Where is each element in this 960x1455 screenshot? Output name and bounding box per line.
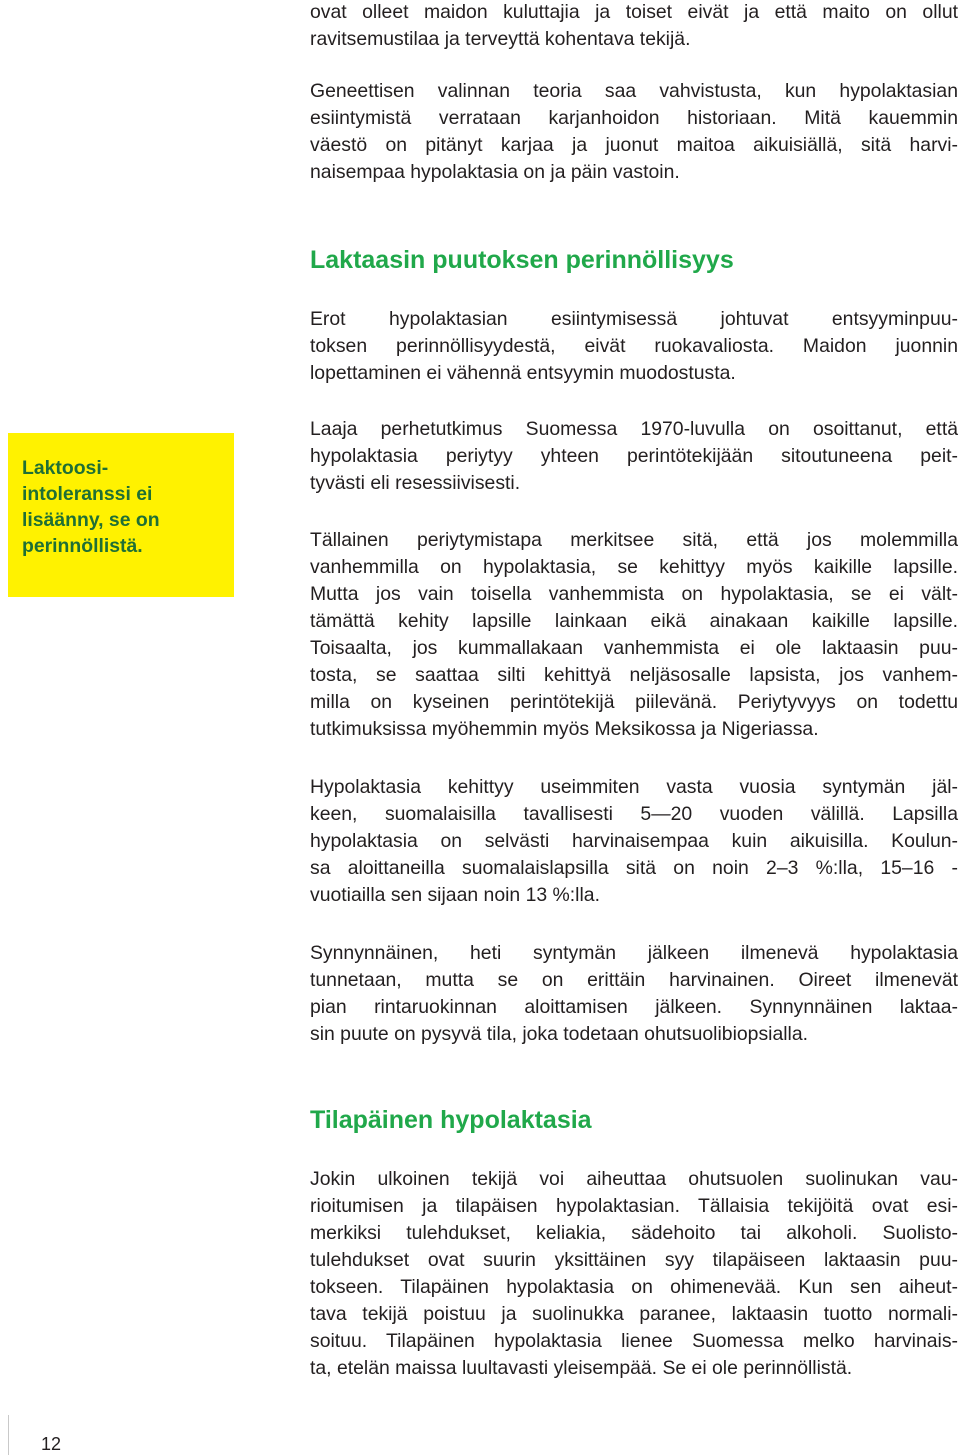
text-line: vanhemmilla on hypolaktasia, se kehittyy myös kaikille lapsille. — [310, 556, 958, 578]
text-line: väestö on pitänyt karjaa ja juonut maitoa aikuisiällä, sitä harvi- — [310, 134, 958, 156]
text-line: milla on kyseinen perintötekijä piilevänä. Periytyvyys on todettu — [310, 691, 958, 713]
text-line: keen, suomalaisilla tavallisesti 5—20 vuoden välillä. Lapsilla — [310, 803, 958, 825]
section-heading-heredity: Laktaasin puutoksen perinnöllisyys — [310, 246, 734, 274]
text-line: Geneettisen valinnan teoria saa vahvistusta, kun hypolaktasian — [310, 80, 958, 102]
heredity-paragraph-4 — [310, 774, 958, 909]
text-line: Erot hypolaktasian esiintymisessä johtuvat entsyyminpuu- — [310, 308, 958, 330]
text-line: Jokin ulkoinen tekijä voi aiheuttaa ohutsuolen suolinukan vau- — [310, 1168, 958, 1190]
page-number: 12 — [41, 1434, 62, 1454]
text-line: merkiksi tulehdukset, keliakia, sädehoito tai alkoholi. Suolisto- — [310, 1222, 958, 1244]
text-line: lopettaminen ei vähennä entsyymin muodostusta. — [310, 362, 736, 384]
text-line: Hypolaktasia kehittyy useimmiten vasta vuosia syntymän jäl- — [310, 776, 958, 798]
text-line: hypolaktasia on selvästi harvinaisempaa kuin aikuisilla. Koulun- — [310, 830, 958, 852]
text-line: tava tekijä poistuu ja suolinukka paranee, laktaasin tuotto normali- — [310, 1303, 958, 1325]
page-margin-rule — [8, 1415, 9, 1455]
callout-text-line: perinnöllistä. — [22, 535, 143, 557]
callout-text-line: Laktoosi- — [22, 457, 109, 479]
text-line: ravitsemustilaa ja terveyttä kohentava tekijä. — [310, 28, 691, 50]
text-line: toksen perinnöllisyydestä, eivät ruokavaliosta. Maidon juonnin — [310, 335, 958, 357]
text-line: tutkimuksissa myöhemmin myös Meksikossa ja Nigeriassa. — [310, 718, 819, 740]
continuation-paragraph — [310, 0, 958, 53]
text-line: tokseen. Tilapäinen hypolaktasia on ohimenevää. Kun sen aiheut- — [310, 1276, 958, 1298]
text-line: sin puute on pysyvä tila, joka todetaan ohutsuolibiopsialla. — [310, 1023, 809, 1045]
text-line: Synnynnäinen, heti syntymän jälkeen ilmenevä hypolaktasia — [310, 942, 958, 964]
intro-paragraph — [310, 78, 958, 186]
text-line: Tällainen periytymistapa merkitsee sitä, että jos molemmilla — [310, 529, 958, 551]
temporary-paragraph — [310, 1166, 958, 1382]
text-line: Mutta jos vain toisella vanhemmista on hypolaktasia, se ei vält- — [310, 583, 958, 605]
text-line: ta, etelän maissa luultavasti yleisempää. Se ei ole perinnöllistä. — [310, 1357, 853, 1379]
text-line: naisempaa hypolaktasia on ja päin vastoin. — [310, 161, 680, 183]
callout-text-line: intoleranssi ei — [22, 483, 153, 505]
text-line: esiintymistä verrataan karjanhoidon historiaan. Mitä kauemmin — [310, 107, 958, 129]
text-line: tämättä kehity lapsille lainkaan eikä ainakaan kaikille lapsille. — [310, 610, 958, 632]
callout-text-line: lisäänny, se on — [22, 509, 160, 531]
text-line: tunnetaan, mutta se on erittäin harvinainen. Oireet ilmenevät — [310, 969, 958, 991]
heredity-paragraph-5 — [310, 940, 958, 1048]
section-heading-temporary: Tilapäinen hypolaktasia — [310, 1106, 592, 1134]
text-line: tosta, se saattaa silti kehittyä neljäsosalle lapsista, jos vanhem- — [310, 664, 958, 686]
text-line: tyvästi eli resessiivisesti. — [310, 472, 521, 494]
heredity-paragraph-1 — [310, 306, 958, 387]
text-line: pian rintaruokinnan aloittamisen jälkeen. Synnynnäinen laktaa- — [310, 996, 958, 1018]
text-line: Laaja perhetutkimus Suomessa 1970-luvulla on osoittanut, että — [310, 418, 958, 440]
text-line: vuotiailla sen sijaan noin 13 %:lla. — [310, 884, 600, 906]
text-line: soituu. Tilapäinen hypolaktasia lienee Suomessa melko harvinais- — [310, 1330, 958, 1352]
callout-box — [8, 433, 234, 597]
text-line: ovat olleet maidon kuluttajia ja toiset eivät ja että maito on ollut — [310, 1, 958, 23]
text-line: hypolaktasia periytyy yhteen perintötekijään sitoutuneena peit- — [310, 445, 958, 467]
text-line: rioitumisen ja tilapäisen hypolaktasian. Tällaisia tekijöitä ovat esi- — [310, 1195, 958, 1217]
text-line: Toisaalta, jos kummallakaan vanhemmista ei ole laktaasin puu- — [310, 637, 958, 659]
heredity-paragraph-3 — [310, 527, 958, 743]
text-line: sa aloittaneilla suomalaislapsilla sitä on noin 2–3 %:lla, 15–16 - — [310, 857, 958, 879]
text-line: tulehdukset ovat suurin yksittäinen syy tilapäiseen laktaasin puu- — [310, 1249, 958, 1271]
heredity-paragraph-2 — [310, 416, 958, 497]
